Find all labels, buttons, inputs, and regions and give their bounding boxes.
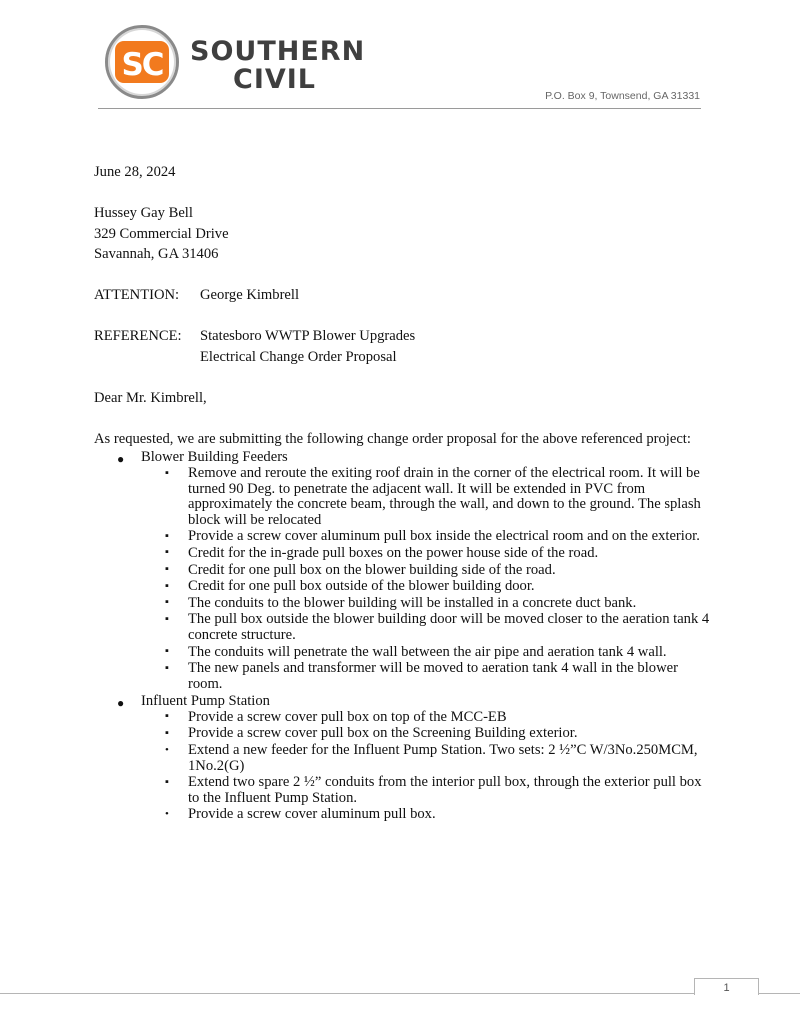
- bullet-dot: ●: [117, 452, 125, 466]
- bullet-square: ▪: [165, 563, 169, 576]
- list-item: [141, 612, 714, 644]
- footer-divider: [0, 993, 694, 994]
- list-item: [141, 529, 714, 546]
- recipient-line: Hussey Gay Bell: [94, 205, 193, 221]
- attention-line: [94, 285, 714, 306]
- reference-line-2: Electrical Change Order Proposal: [200, 348, 397, 365]
- list-item: [141, 545, 714, 562]
- company-logo: [105, 25, 179, 99]
- company-name: [190, 38, 390, 94]
- list-item: [141, 726, 714, 743]
- proposal-list: [94, 449, 714, 823]
- recipient-address: [94, 203, 714, 265]
- list-item: [141, 562, 714, 579]
- item-text: The new panels and transformer will be moved to aeration tank 4 wall in the blower room.: [188, 660, 678, 692]
- list-item: [141, 709, 714, 726]
- bullet-square: ▪: [165, 710, 169, 723]
- item-text: The conduits will penetrate the wall between the air pipe and aeration tank 4 wall.: [188, 643, 667, 660]
- list-item: [141, 466, 714, 529]
- brand-line-2: CIVIL: [233, 64, 317, 95]
- header-divider: [98, 108, 701, 109]
- item-text: The pull box outside the blower building door will be moved closer to the aeration tank 4 concrete structure.: [188, 611, 710, 643]
- list-item: [141, 807, 714, 824]
- item-text: Remove and reroute the exiting roof drain in the corner of the electrical room. It will be turned 90 Deg. to penetrate the adjacent wall. It will be extended in PVC from approximately the concrete beam, through the wall, and down to the ground. The splash block will be relocated: [188, 465, 701, 528]
- sc-logo-mark: [112, 32, 172, 92]
- letter-date: June 28, 2024: [94, 164, 176, 180]
- item-text: The conduits to the blower building will be installed in a concrete duct bank.: [188, 594, 637, 611]
- attention-label: ATTENTION:: [94, 287, 180, 303]
- section-sublist: [141, 466, 714, 693]
- bullet-square: ▪: [165, 529, 169, 542]
- section-title: Blower Building Feeders: [141, 449, 288, 465]
- section-sublist: [141, 709, 714, 823]
- item-text: Credit for one pull box on the blower building side of the road.: [188, 561, 556, 578]
- item-text: Extend two spare 2 ½” conduits from the interior pull box, through the exterior pull box to the Influent Pump Station.: [188, 774, 702, 806]
- footer-divider-right: [758, 993, 800, 994]
- recipient-line: 329 Commercial Drive: [94, 225, 229, 242]
- bullet-square: ▪: [165, 466, 169, 479]
- logo-letters: SC: [121, 47, 163, 83]
- salutation: Dear Mr. Kimbrell,: [94, 389, 207, 406]
- list-item: [141, 743, 714, 775]
- reference-label: REFERENCE:: [94, 328, 182, 344]
- bullet-dot: ●: [117, 695, 125, 710]
- list-item: [141, 579, 714, 596]
- letterhead: [0, 0, 800, 115]
- recipient-line: Savannah, GA 31406: [94, 246, 219, 262]
- bullet-square: ▪: [165, 645, 169, 658]
- bullet-square: ▪: [165, 726, 169, 739]
- bullet-square: ▪: [165, 612, 169, 625]
- letter-body: [94, 162, 714, 823]
- item-text: Credit for the in-grade pull boxes on the power house side of the road.: [188, 544, 599, 561]
- section-title: Influent Pump Station: [141, 692, 270, 709]
- bullet-square: ▪: [165, 579, 169, 592]
- item-text: Provide a screw cover aluminum pull box.: [188, 806, 436, 823]
- bullet-square: ▪: [165, 775, 169, 788]
- list-item: [141, 775, 714, 807]
- bullet-square: ▪: [165, 661, 169, 674]
- list-item: [141, 644, 714, 661]
- attention-value: George Kimbrell: [200, 287, 300, 303]
- item-text: Credit for one pull box outside of the blower building door.: [188, 578, 535, 595]
- page-number: 1: [694, 978, 759, 995]
- section-item: [94, 693, 714, 824]
- item-text: Provide a screw cover aluminum pull box inside the electrical room and on the exterior.: [188, 528, 700, 545]
- brand-line-1: SOUTHERN: [190, 36, 366, 67]
- bullet-dot-small: •: [165, 743, 169, 756]
- company-address: P.O. Box 9, Townsend, GA 31331: [545, 90, 700, 102]
- intro-paragraph: As requested, we are submitting the following change order proposal for the above referenced project:: [94, 430, 691, 447]
- reference-value: [200, 326, 415, 367]
- item-text: Extend a new feeder for the Influent Pump Station. Two sets: 2 ½”C W/3No.250MCM, 1No.2(G): [188, 742, 698, 774]
- item-text: Provide a screw cover pull box on the Screening Building exterior.: [188, 725, 578, 742]
- reference-line-1: Statesboro WWTP Blower Upgrades: [200, 328, 416, 344]
- bullet-square: ▪: [165, 546, 169, 559]
- section-item: [94, 449, 714, 693]
- bullet-square: ▪: [165, 596, 169, 609]
- list-item: [141, 595, 714, 612]
- bullet-dot-small: •: [165, 807, 169, 820]
- item-text: Provide a screw cover pull box on top of the MCC-EB: [188, 708, 507, 725]
- reference-line: [94, 326, 714, 367]
- list-item: [141, 661, 714, 693]
